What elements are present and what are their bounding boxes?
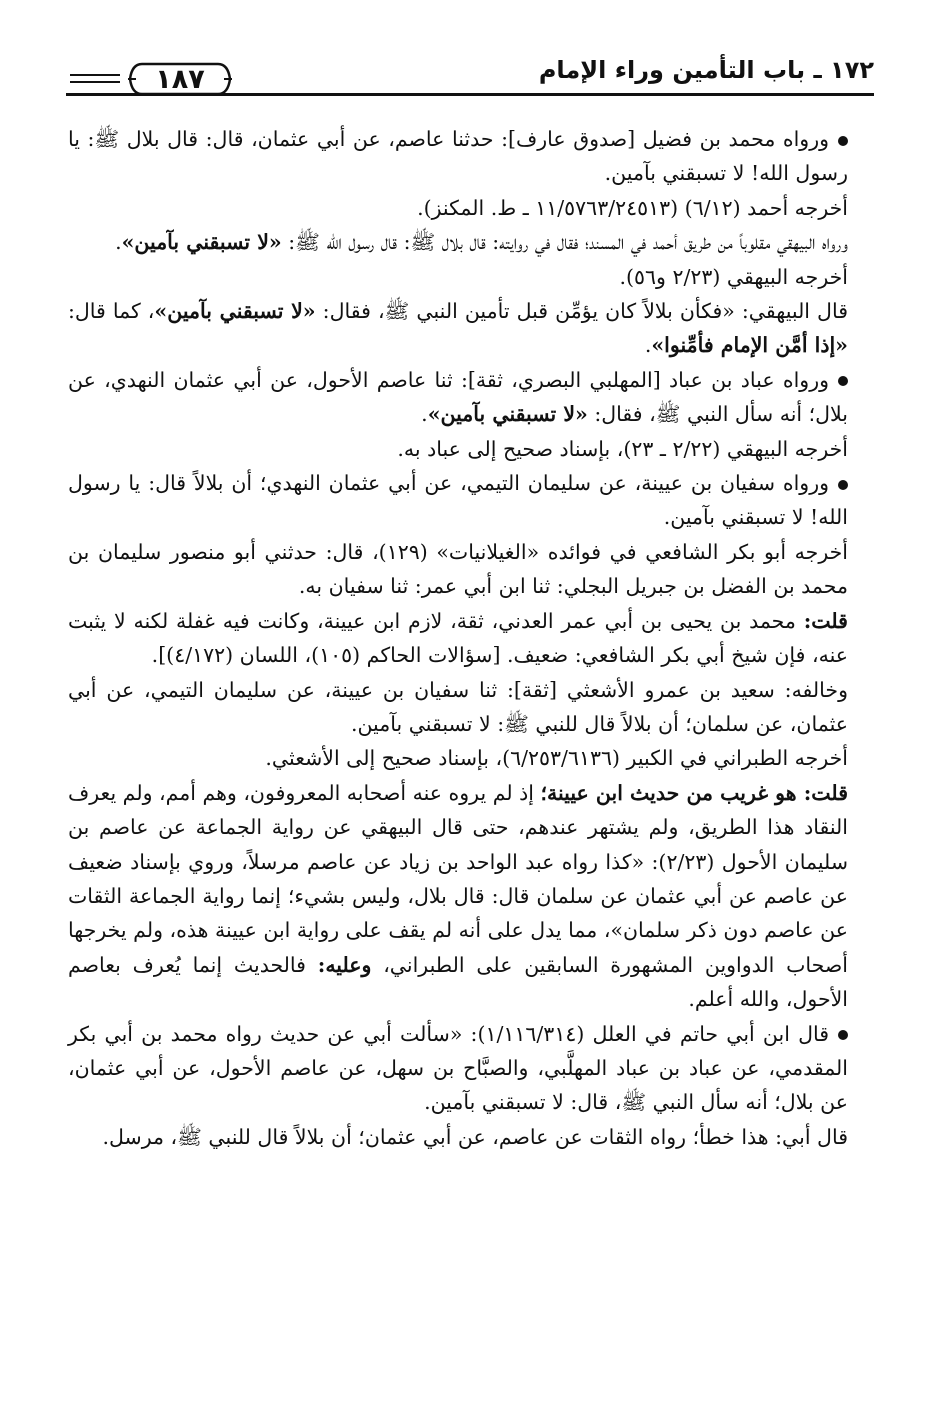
paragraph-text: . xyxy=(115,230,122,255)
page-body xyxy=(68,122,874,1154)
bold-lead: قلت: xyxy=(803,608,848,633)
paragraph-text: وخالفه: سعيد بن عمرو الأشعثي [ثقة]: ثنا سفيان بن عيينة، عن سليمان التيمي، عن أبي عثمان، عن سلمان؛ أن بلالاً قال للنبي ﷺ: لا تسبقني بآمين. xyxy=(68,677,848,736)
paragraph-text: . xyxy=(644,333,652,358)
paragraph-text: أخرجه البيهقي (٢/٢٢ ـ ٢٣)، بإسناد صحيح إلى عباد به. xyxy=(397,436,848,461)
header-ornament-lines xyxy=(70,69,120,89)
paragraph-text: ورواه محمد بن فضيل [صدوق عارف]: حدثنا عاصم، عن أبي عثمان، قال: قال بلال ﷺ: يا رسول الله! لا تسبقني بآمين. xyxy=(68,127,848,186)
paragraph-text: . xyxy=(421,402,428,427)
paragraph-text: ورواه سفيان بن عيينة، عن سليمان التيمي، عن أبي عثمان النهدي؛ أن بلالاً قال: يا رسول الله! لا تسبقني بآمين. xyxy=(68,471,848,530)
paragraph xyxy=(68,776,874,1017)
paragraph xyxy=(68,294,874,363)
paragraph xyxy=(68,225,874,259)
paragraph xyxy=(68,673,874,742)
paragraph xyxy=(68,191,874,225)
paragraph-text: ورواه عباد بن عباد [المهلبي البصري، ثقة]: ثنا عاصم الأحول، عن أبي عثمان النهدي، عن بلال؛ أنه سأل النبي ﷺ، فقال: xyxy=(68,367,848,427)
paragraph xyxy=(68,741,874,775)
page-header xyxy=(66,38,874,96)
bullet-icon xyxy=(838,136,848,146)
paragraph xyxy=(68,363,874,432)
paragraph-text: قال البيهقي: «فكأن بلالاً كان يؤمِّن قبل تأمين النبي ﷺ، فقال: xyxy=(315,299,848,324)
paragraph-text: إذ لم يروه عنه أصحابه المعروفون، وهم أمم، ولم يعرف النقاد هذا الطريق، ولم يشتهر عندهم، حتى قال البيهقي عن رواية الجماعة عن عاصم بن سليمان الأحول (٢/٢٣): «كذا رواه عبد الواحد بن زياد عن عاصم مرسلاً، وروي بإسناد ضعيف عن عاصم عن أبي عثمان عن سلمان قال: قال بلال، وليس بشيء؛ إنما رواية الجماعة الثقات عن عاصم دون ذكر سلمان»، مما يدل على أنه لم يقف على رواية ابن عيينة هذه، ولم يخرجها أصحاب الدواوين المشهورة السابقين على الطبراني، xyxy=(68,780,848,977)
paragraph-text: أخرجه الطبراني في الكبير (٦/٢٥٣/٦١٣٦)، بإسناد صحيح إلى الأشعثي. xyxy=(265,746,848,771)
bullet-icon xyxy=(838,376,848,386)
chapter-title: ١٧٢ ـ باب التأمين وراء الإمام xyxy=(538,56,874,84)
paragraph xyxy=(68,535,874,604)
bold-lead: وعليه: xyxy=(317,952,372,977)
paragraph xyxy=(68,122,874,191)
paragraph xyxy=(68,260,874,294)
paragraph-text: محمد بن يحيى بن أبي عمر العدني، ثقة، لازم ابن عيينة، وكانت فيه غفلة لكنه لا يثبت عنه، فإن شيخ أبي بكر الشافعي: ضعيف. [سؤالات الحاكم (١٠٥)، اللسان (٤/١٧٢)]. xyxy=(68,608,848,668)
paragraph-text: أخرجه أبو بكر الشافعي في فوائده «الغيلانيات» (١٢٩)، قال: حدثني أبو منصور سليمان بن محمد بن الفضل بن جبريل البجلي: ثنا ابن أبي عمر: ثنا سفيان به. xyxy=(68,539,849,599)
bold-quote: «لا تسبقني بآمين» xyxy=(154,299,316,324)
bold-lead: قلت: هو غريب من حديث ابن عيينة؛ xyxy=(540,780,849,805)
paragraph xyxy=(68,466,874,535)
bold-quote: «لا تسبقني بآمين» xyxy=(427,402,588,427)
header-rule xyxy=(66,93,874,96)
paragraph-text: فالحديث إنما يُعرف بعاصم الأحول، والله أعلم. xyxy=(68,952,848,1012)
bullet-icon xyxy=(838,1030,848,1040)
paragraph-text: أخرجه البيهقي (٢/٢٣ و٥٦). xyxy=(619,264,848,289)
paragraph xyxy=(68,1120,874,1154)
paragraph-text: قال ابن أبي حاتم في العلل (١/١١٦/٣١٤): «سألت أبي عن حديث رواه محمد بن أبي بكر المقدمي، عن عباد بن عباد المهلَّبي، والصبَّاح بن سهل، عن عاصم الأحول، عن أبي عثمان، عن بلال؛ أنه سأل النبي ﷺ، قال: لا تسبقني بآمين. xyxy=(68,1021,848,1115)
paragraph-text: قال أبي: هذا خطأ؛ رواه الثقات عن عاصم، عن أبي عثمان؛ أن بلالاً قال للنبي ﷺ، مرسل. xyxy=(102,1124,848,1149)
bold-quote: «لا تسبقني بآمين» xyxy=(121,230,282,255)
paragraph-text: أخرجه أحمد (٦/١٢) (١١/٥٧٦٣/٢٤٥١٣ ـ ط. المكنز). xyxy=(417,195,848,220)
paragraph-text: ورواه البيهقي مقلوباً من طريق أحمد في المسند؛ فقال في روايته: قال بلال ﷺ: قال رسول الله ﷺ: xyxy=(281,230,848,255)
paragraph xyxy=(68,604,874,673)
paragraph xyxy=(68,1017,874,1120)
bold-quote: «إذا أمَّن الإمام فأمِّنوا» xyxy=(651,333,848,358)
page-number: ١٨٧ xyxy=(155,63,205,95)
paragraph-text: ، كما قال: xyxy=(68,299,155,324)
bullet-icon xyxy=(838,480,848,490)
paragraph xyxy=(68,432,874,466)
